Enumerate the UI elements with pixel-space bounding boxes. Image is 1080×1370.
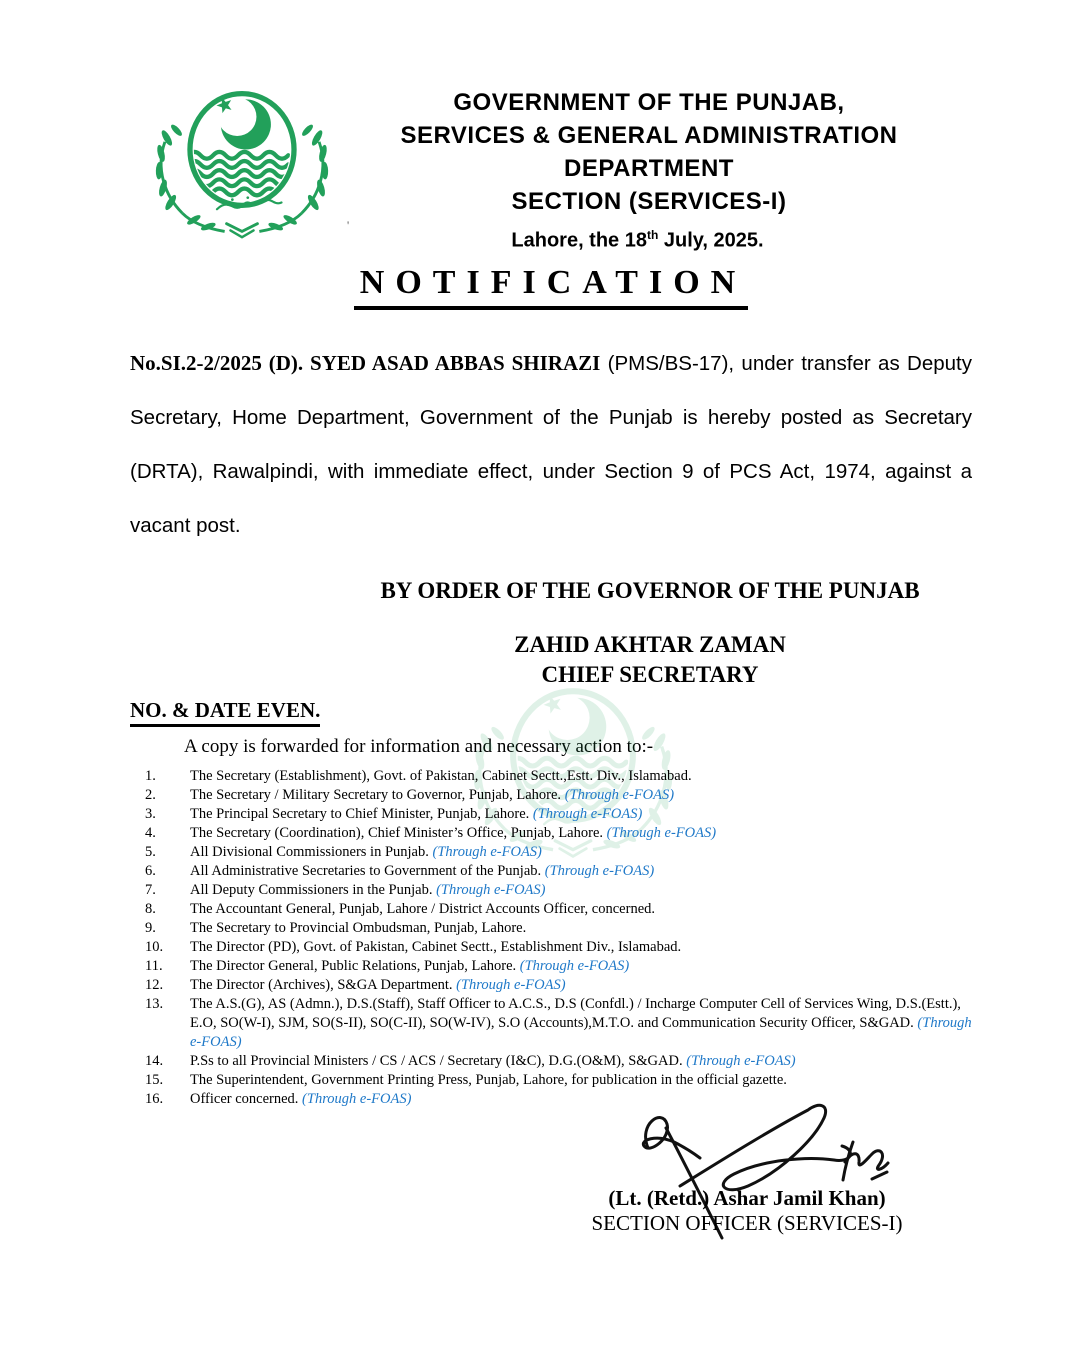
signed-officer-title: SECTION OFFICER (SERVICES-I) bbox=[591, 1211, 903, 1235]
recipient-list bbox=[145, 767, 977, 1109]
recipient-row bbox=[145, 919, 977, 938]
recipient-number: 8. bbox=[145, 901, 156, 917]
recipient-number: 9. bbox=[145, 920, 156, 936]
document-title: NOTIFICATION bbox=[354, 264, 748, 310]
recipient-row bbox=[145, 881, 977, 900]
body-text: (PMS/BS-17), under transfer as Deputy Secretary, Home Department, Government of the Punjab is hereby posted as Secretary (DRTA), Rawalpindi, with immediate effect, under Section 9 of PCS Act, 1974, against a vacant post. bbox=[130, 352, 972, 537]
recipient-number: 13. bbox=[145, 996, 164, 1012]
copy-forwarded-line: A copy is forwarded for information and necessary action to:- bbox=[184, 736, 654, 757]
recipient-text: The Accountant General, Punjab, Lahore / District Accounts Officer, concerned. bbox=[190, 901, 655, 917]
recipient-row bbox=[145, 995, 977, 1052]
recipient-row bbox=[145, 976, 977, 995]
recipient-row bbox=[145, 900, 977, 919]
through-efoas-label: (Through e-FOAS) bbox=[603, 825, 717, 841]
recipient-number: 2. bbox=[145, 787, 156, 803]
letterhead bbox=[258, 86, 1040, 218]
recipient-row bbox=[145, 957, 977, 976]
org-line-3: DEPARTMENT bbox=[564, 155, 734, 182]
recipient-text: The Principal Secretary to Chief Minister, Punjab, Lahore. bbox=[190, 806, 530, 822]
recipient-text: All Administrative Secretaries to Government of the Punjab. bbox=[190, 863, 542, 879]
recipient-text: The Director (Archives), S&GA Department. bbox=[190, 977, 453, 993]
through-efoas-label: (Through e-FOAS) bbox=[529, 806, 643, 822]
org-line-2: SERVICES & GENERAL ADMINISTRATION bbox=[400, 122, 898, 149]
recipient-text: The Secretary (Establishment), Govt. of Pakistan, Cabinet Sectt.,Estt. Div., Islamabad. bbox=[190, 768, 692, 784]
recipient-text: P.Ss to all Provincial Ministers / CS / ACS / Secretary (I&C), D.G.(O&M), S&GAD. bbox=[190, 1053, 683, 1069]
recipient-number: 4. bbox=[145, 825, 156, 841]
notification-body bbox=[130, 336, 972, 553]
recipient-text: Officer concerned. bbox=[190, 1091, 299, 1107]
recipient-number: 7. bbox=[145, 882, 156, 898]
no-date-even-heading: NO. & DATE EVEN. bbox=[130, 698, 320, 727]
recipient-text: The A.S.(G), AS (Admn.), D.S.(Staff), Staff Officer to A.C.S., D.S (Confdl.) / Incharge Computer Cell of Services Wing, D.S.(Estt.), E.O, SO(W-I), SJM, SO(S-II), SO(C-II), SO(W-IV), S.O (Accounts),M.T.O. and Communication Security Officer, S&GAD. bbox=[190, 996, 961, 1031]
recipient-row bbox=[145, 938, 977, 957]
recipient-number: 1. bbox=[145, 768, 156, 784]
signatory-title: CHIEF SECRETARY bbox=[541, 662, 759, 687]
recipient-number: 6. bbox=[145, 863, 156, 879]
recipient-number: 5. bbox=[145, 844, 156, 860]
recipient-text: All Divisional Commissioners in Punjab. bbox=[190, 844, 429, 860]
recipient-text: The Superintendent, Government Printing Press, Punjab, Lahore, for publication in the official gazette. bbox=[190, 1072, 787, 1088]
recipient-row bbox=[145, 1052, 977, 1071]
recipient-number: 12. bbox=[145, 977, 164, 993]
through-efoas-label: (Through e-FOAS) bbox=[298, 1091, 412, 1107]
recipient-text: All Deputy Commissioners in the Punjab. bbox=[190, 882, 433, 898]
recipient-row bbox=[145, 1090, 977, 1109]
recipient-row bbox=[145, 805, 977, 824]
through-efoas-label: (Through e-FOAS) bbox=[516, 958, 630, 974]
through-efoas-label: (Through e-FOAS) bbox=[682, 1053, 796, 1069]
signatory-name: ZAHID AKHTAR ZAMAN bbox=[514, 632, 786, 657]
recipient-row bbox=[145, 843, 977, 862]
through-efoas-label: (Through e-FOAS) bbox=[432, 882, 546, 898]
recipient-number: 14. bbox=[145, 1053, 164, 1069]
recipient-text: The Secretary (Coordination), Chief Minister’s Office, Punjab, Lahore. bbox=[190, 825, 604, 841]
through-efoas-label: (Through e-FOAS) bbox=[190, 1015, 972, 1050]
org-line-4: SECTION (SERVICES-I) bbox=[511, 188, 787, 215]
org-line-1: GOVERNMENT OF THE PUNJAB, bbox=[453, 89, 845, 116]
by-order-line: BY ORDER OF THE GOVERNOR OF THE PUNJAB bbox=[380, 578, 920, 603]
recipient-number: 15. bbox=[145, 1072, 164, 1088]
recipient-row bbox=[145, 767, 977, 786]
recipient-row bbox=[145, 1071, 977, 1090]
recipient-number: 3. bbox=[145, 806, 156, 822]
scan-artifact-mark: ' bbox=[347, 218, 350, 232]
footer-signature-block bbox=[547, 1186, 947, 1236]
recipient-text: The Secretary to Provincial Ombudsman, Punjab, Lahore. bbox=[190, 920, 527, 936]
through-efoas-label: (Through e-FOAS) bbox=[561, 787, 675, 803]
reference-number-and-name: No.SI.2-2/2025 (D). SYED ASAD ABBAS SHIRAZI bbox=[130, 351, 601, 375]
signed-officer-name: (Lt. (Retd.) Ashar Jamil Khan) bbox=[608, 1186, 886, 1210]
recipient-text: The Director (PD), Govt. of Pakistan, Cabinet Sectt., Establishment Div., Islamabad. bbox=[190, 939, 682, 955]
recipient-row bbox=[145, 824, 977, 843]
recipient-text: The Director General, Public Relations, Punjab, Lahore. bbox=[190, 958, 517, 974]
recipient-row bbox=[145, 786, 977, 805]
recipient-number: 16. bbox=[145, 1091, 164, 1107]
through-efoas-label: (Through e-FOAS) bbox=[428, 844, 542, 860]
date-line: Lahore, the 18th July, 2025. bbox=[511, 228, 764, 252]
recipient-number: 10. bbox=[145, 939, 164, 955]
recipient-number: 11. bbox=[145, 958, 163, 974]
document-title-wrap bbox=[130, 264, 972, 310]
recipient-row bbox=[145, 862, 977, 881]
recipient-text: The Secretary / Military Secretary to Governor, Punjab, Lahore. bbox=[190, 787, 562, 803]
through-efoas-label: (Through e-FOAS) bbox=[541, 863, 655, 879]
through-efoas-label: (Through e-FOAS) bbox=[452, 977, 566, 993]
